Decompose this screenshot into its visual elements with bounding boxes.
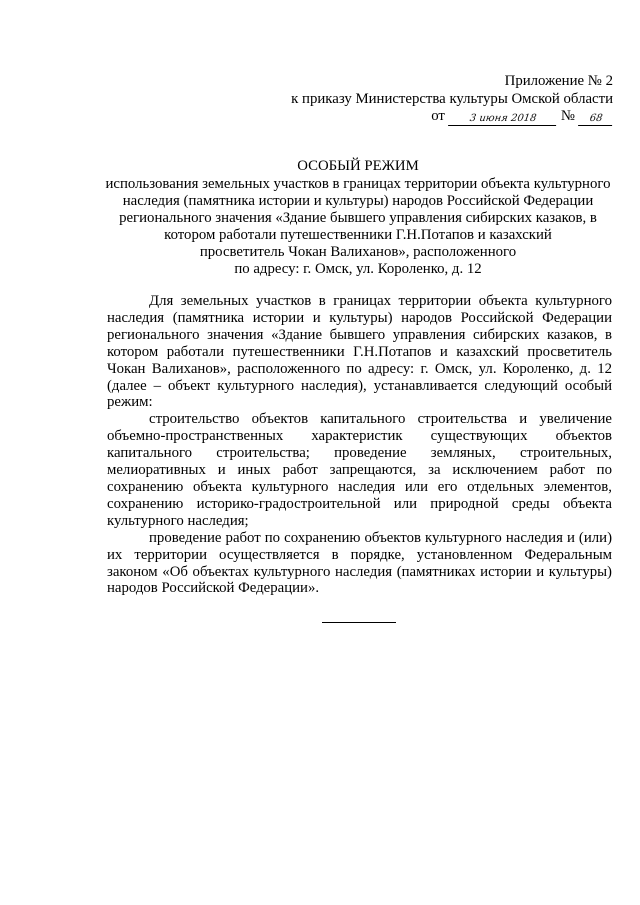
body-paragraph: Для земельных участков в границах территории объекта культурного наследия (памятника истории и культуры) народов Российской Федерации регионального значения «Здание бывшего управления сибирских казаков, в котором работали путешественники Г.Н.Потапов и казахский просветитель Чокан Валиханов», расположенного по адресу: г. Омск, ул. Короленко, д. 12 (далее – объект культурного наследия), устанавливается следующий особый режим: — [107, 293, 612, 411]
order-date-number-line — [291, 108, 613, 126]
subtitle-line: просветитель Чокан Валиханов», расположенного — [199, 244, 517, 260]
number-label: № — [560, 108, 575, 124]
subtitle-line: котором работали путешественники Г.Н.Потапов и казахский — [164, 227, 552, 243]
appendix-label: Приложение № 2 — [504, 73, 613, 89]
document-header — [291, 73, 613, 126]
body-text — [107, 293, 612, 597]
end-divider — [322, 622, 396, 623]
body-paragraph: проведение работ по сохранению объектов культурного наследия и (или) их территории осуществляется в порядке, установленном Федеральным законом «Об объектах культурного наследия (памятниках истории и культуры) народов Российской Федерации». — [107, 529, 612, 597]
from-label: от — [431, 108, 445, 124]
handwritten-date: 3 июня 2018 — [448, 112, 558, 126]
subtitle-line: использования земельных участков в границах территории объекта культурного — [105, 176, 611, 192]
document-title: ОСОБЫЙ РЕЖИМ — [297, 158, 419, 174]
subtitle-line: наследия (памятника истории и культуры) народов Российской Федерации — [122, 193, 594, 209]
order-reference: к приказу Министерства культуры Омской области — [291, 90, 613, 107]
handwritten-number: 68 — [578, 112, 614, 126]
title-block — [98, 158, 618, 278]
subtitle-line: по адресу: г. Омск, ул. Короленко, д. 12 — [234, 261, 482, 277]
body-paragraph: строительство объектов капитального строительства и увеличение объемно-пространственных характеристик существующих объектов капитального строительства; проведение земляных, строительных, мелиоративных и иных работ запрещаются, за исключением работ по сохранению объекта культурного наследия или его отдельных элементов, сохранению историко-градостроительной или природной среды объекта культурного наследия; — [107, 411, 612, 529]
subtitle-line: регионального значения «Здание бывшего управления сибирских казаков, в — [119, 210, 597, 226]
